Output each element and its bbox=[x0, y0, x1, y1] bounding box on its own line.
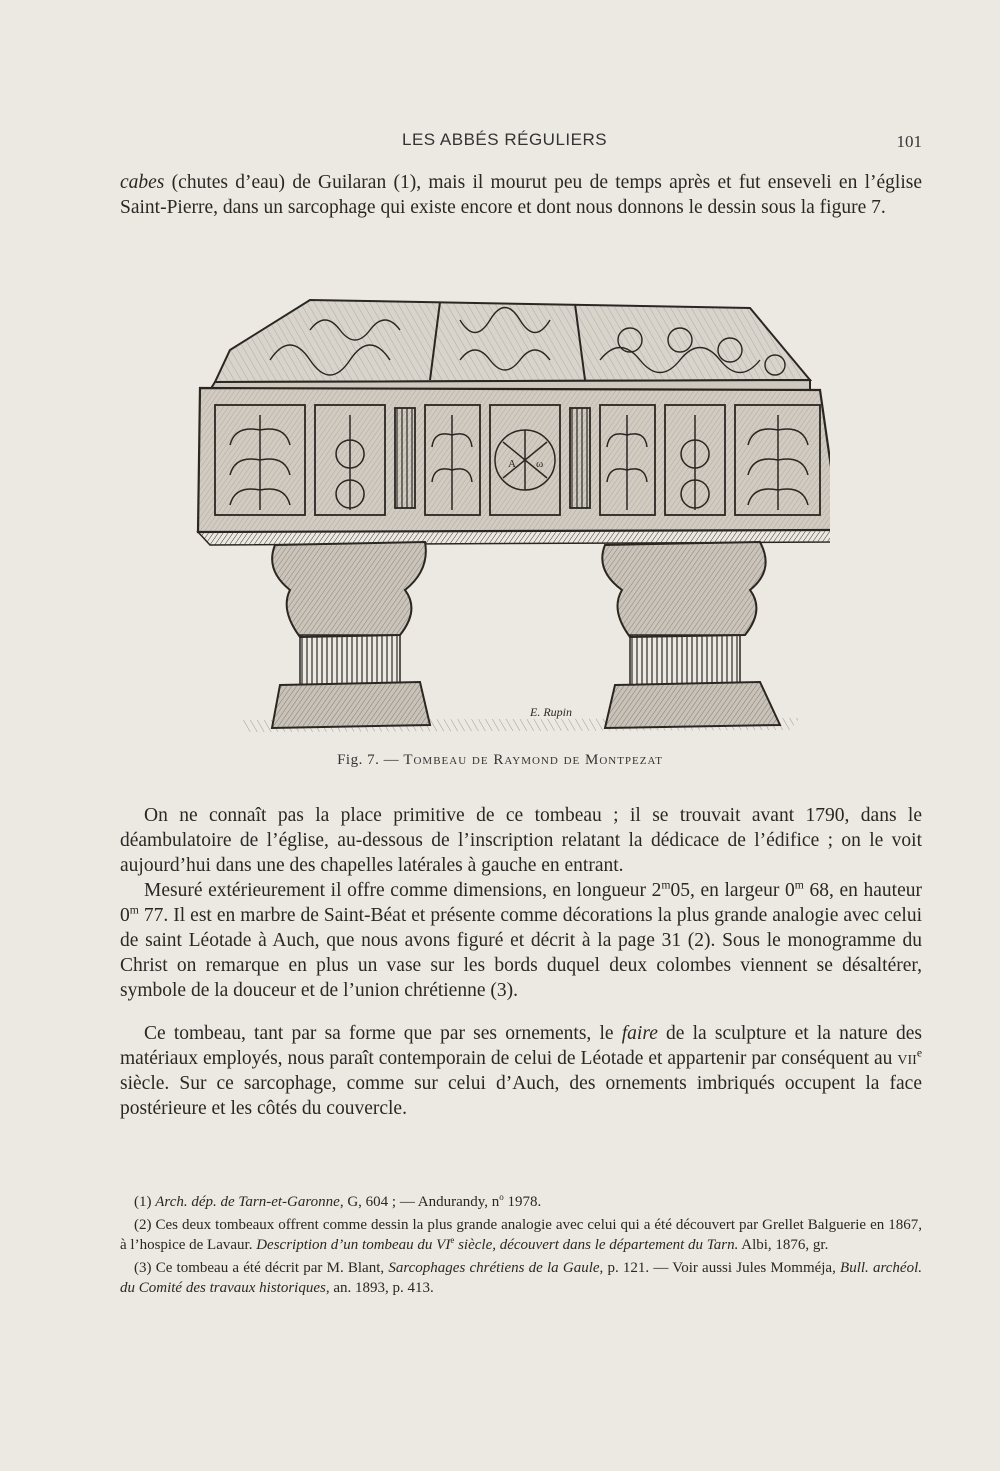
monogram-omega: ω bbox=[536, 458, 544, 470]
superscript: m bbox=[661, 878, 671, 892]
roman-numeral: vii bbox=[897, 1048, 917, 1069]
footnote-italic: Arch. dép. de Tarn-et-Garonne bbox=[155, 1194, 340, 1210]
artist-signature: E. Rupin bbox=[530, 705, 572, 719]
footnote-italic: siècle, découvert dans le département du Tarn. bbox=[454, 1237, 739, 1253]
footnote-number: (1) bbox=[134, 1194, 156, 1210]
paragraph-4-text-e: siècle. Sur ce sarcophage, comme sur celui d’Auch, des ornements imbriqués occupent la face postérieure et les côtés du couvercle. bbox=[120, 1073, 922, 1119]
footnote-text: , G, 604 ; — Andurandy, n bbox=[339, 1194, 500, 1210]
footnote-number: (2) bbox=[134, 1216, 156, 1233]
footnote-text: Ce tombeau a été décrit par M. Blant, bbox=[155, 1259, 389, 1276]
left-pillar bbox=[272, 542, 430, 728]
paragraph-2: On ne connaît pas la place primitive de ce tombeau ; il se trouvait avant 1790, dans le déambulatoire de l’église, au-dessous de l’inscription relatant la dédicace de l’édifice ; on le voit aujourd’hui dans une des chapelles latérales à gauche en entrant. bbox=[120, 805, 922, 876]
footnote-text: 1978. bbox=[503, 1194, 542, 1210]
page-header bbox=[0, 128, 1000, 158]
sarcophagus-illustration bbox=[190, 280, 830, 750]
superscript: m bbox=[129, 903, 139, 917]
footnotes bbox=[120, 1192, 922, 1301]
paragraph-4 bbox=[120, 1021, 922, 1121]
italic-word: faire bbox=[621, 1023, 658, 1044]
superscript: o bbox=[499, 1192, 504, 1202]
footnote-italic: Bull. archéol. du Comité des travaux historiques bbox=[120, 1259, 923, 1296]
footnote-number: (3) bbox=[134, 1259, 156, 1276]
monogram-alpha: A bbox=[508, 458, 516, 470]
paragraph-3 bbox=[120, 878, 922, 1003]
paragraph-1-text: (chutes d’eau) de Guilaran (1), mais il mourut peu de temps après et fut enseveli en l’église Saint-Pierre, dans un sarcophage qui existe encore et dont nous donnons le dessin sous la figure 7. bbox=[120, 172, 922, 218]
right-pillar bbox=[602, 542, 780, 728]
footnote-text: Albi, 1876, gr. bbox=[738, 1237, 829, 1253]
running-title: LES ABBÉS RÉGULIERS bbox=[402, 130, 608, 149]
paragraph-3-text-d: 77. Il est en marbre de Saint-Béat et présente comme décorations la plus grande analogie avec celui de saint Léotade à Auch, que nous avons figuré et décrit à la page 31 (2). Sous le monogramme du Christ on remarque en plus un vase sur les bords duquel deux colombes viennent se désaltérer, symbole de la douceur et de l’union chrétienne (3). bbox=[120, 905, 922, 1001]
footnote-text: Ces deux tombeaux offrent comme dessin la plus grande analogie avec celui qui a été découvert par Grellet Balguerie en 1867, à l’hospice de Lavaur. bbox=[120, 1216, 922, 1253]
paragraph-1 bbox=[120, 170, 922, 220]
caption-prefix: Fig. 7. — bbox=[337, 752, 404, 768]
footnote-1 bbox=[120, 1192, 922, 1213]
footnote-2 bbox=[120, 1215, 922, 1256]
superscript: e bbox=[916, 1046, 922, 1060]
caption-title: Tombeau de Raymond de Montpezat bbox=[403, 752, 663, 768]
figure-caption bbox=[0, 752, 1000, 769]
paragraph-3-text-b: 05, en largeur 0 bbox=[670, 880, 795, 901]
superscript: e bbox=[450, 1235, 455, 1245]
footnote-italic: Description d’un tombeau du VI bbox=[256, 1237, 451, 1253]
paragraph-3-text-c: 68, en hauteur 0 bbox=[120, 880, 922, 926]
footnote-3 bbox=[120, 1258, 922, 1299]
footnote-text: , an. 1893, p. 413. bbox=[325, 1280, 434, 1296]
paragraph-3-text-a: Mesuré extérieurement il offre comme dimensions, en longueur 2 bbox=[144, 880, 662, 901]
footnote-italic: Sarcophages chrétiens de la Gaule bbox=[388, 1259, 600, 1276]
italic-word: cabes bbox=[120, 172, 165, 193]
sarcophagus-figure bbox=[190, 280, 830, 750]
paragraph-4-text-c: de la sculpture et la nature des matériaux employés, nous paraît contemporain de celui de Léotade et appartenir par conséquent au bbox=[120, 1023, 922, 1069]
page-number: 101 bbox=[896, 132, 922, 151]
superscript: m bbox=[794, 878, 804, 892]
paragraph-4-text-a: Ce tombeau, tant par sa forme que par ses ornements, le bbox=[144, 1023, 622, 1044]
footnote-text: , p. 121. — Voir aussi Jules Momméja, bbox=[599, 1259, 841, 1276]
